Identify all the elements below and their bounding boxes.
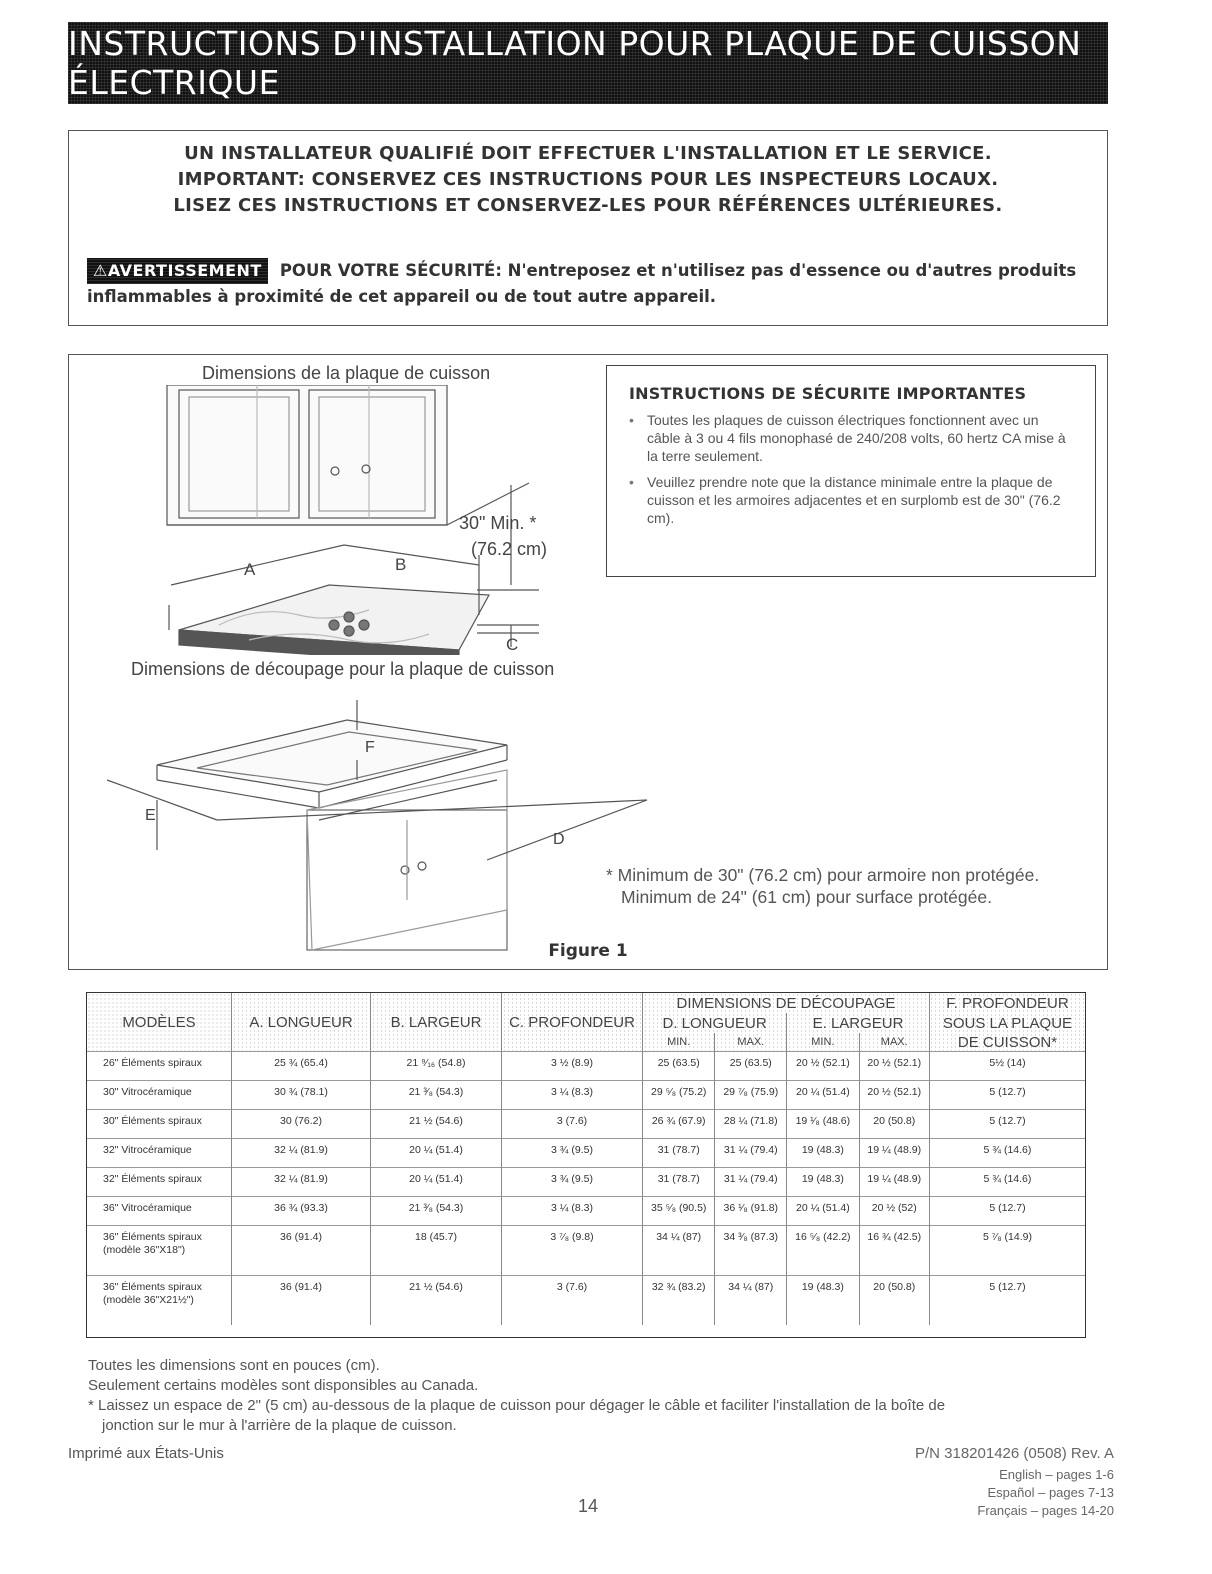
- cell-a-length: 32 ¼ (81.9): [232, 1139, 371, 1168]
- caption-cooktop-dimensions: Dimensions de la plaque de cuisson: [202, 363, 491, 383]
- cell-f-depth: 5 (12.7): [929, 1197, 1085, 1226]
- cell-e-max: 16 ¾ (42.5): [859, 1226, 929, 1276]
- header-c-depth: C. PROFONDEUR: [502, 993, 643, 1052]
- cell-e-max: 20 ½ (52.1): [859, 1052, 929, 1081]
- cell-d-min: 34 ¼ (87): [643, 1226, 715, 1276]
- cell-a-length: 25 ¾ (65.4): [232, 1052, 371, 1081]
- lang-english: English – pages 1-6: [999, 1467, 1114, 1482]
- footer-note-2: Seulement certains modèles sont disponsibles au Canada.: [88, 1377, 479, 1394]
- cell-model: [87, 1081, 232, 1110]
- safety-bullet-2: • Veuillez prendre note que la distance minimale entre la plaque de cuisson et les armoires adjacentes et en surplomb est de 30" (76.2 cm).: [629, 473, 1073, 527]
- model-name: 30" Éléments spiraux: [103, 1115, 202, 1127]
- cell-d-max: 25 (63.5): [715, 1052, 787, 1081]
- header-e-width: E. LARGEUR: [787, 1013, 930, 1033]
- banner-title: INSTRUCTIONS D'INSTALLATION POUR PLAQUE DE CUISSON ÉLECTRIQUE: [68, 24, 1082, 102]
- header-f-line2: SOUS LA PLAQUE: [929, 1013, 1085, 1033]
- header-f-line1: F. PROFONDEUR: [929, 993, 1085, 1013]
- header-d-min: MIN.: [643, 1033, 715, 1052]
- cell-c-depth: 3 ¾ (9.5): [502, 1139, 643, 1168]
- cell-b-width: 20 ¼ (51.4): [371, 1168, 502, 1197]
- page-number: 14: [578, 1496, 599, 1516]
- model-name: 26" Éléments spiraux: [103, 1057, 202, 1069]
- upper-cabinet: [167, 385, 447, 525]
- cell-b-width: 20 ¼ (51.4): [371, 1139, 502, 1168]
- cell-model: [87, 1168, 232, 1197]
- table-body: [87, 1052, 1085, 1326]
- label-e: E: [145, 807, 156, 824]
- cell-a-length: 32 ¼ (81.9): [232, 1168, 371, 1197]
- header-a-length: A. LONGUEUR: [232, 993, 371, 1052]
- cell-b-width: 21 ⁹⁄₁₆ (54.8): [371, 1052, 502, 1081]
- notice-box: [68, 130, 1108, 326]
- table-row: [87, 1081, 1085, 1110]
- label-f: F: [365, 739, 375, 756]
- cell-b-width: 21 ½ (54.6): [371, 1276, 502, 1326]
- label-c: C: [506, 635, 519, 654]
- model-name: 36" Éléments spiraux: [103, 1281, 202, 1293]
- cell-b-width: 21 ³⁄₈ (54.3): [371, 1081, 502, 1110]
- model-name: 36" Éléments spiraux: [103, 1231, 202, 1243]
- cell-f-depth: 5 (12.7): [929, 1081, 1085, 1110]
- cell-e-max: 20 (50.8): [859, 1110, 929, 1139]
- model-variant: (modèle 36"X18"): [103, 1244, 186, 1256]
- cooktop-illustration: [159, 385, 579, 655]
- model-name: 32" Éléments spiraux: [103, 1173, 202, 1185]
- notice-line-1: UN INSTALLATEUR QUALIFIÉ DOIT EFFECTUER L'INSTALLATION ET LE SERVICE.: [184, 143, 992, 164]
- cell-d-max: 28 ¼ (71.8): [715, 1110, 787, 1139]
- cell-c-depth: 3 ¾ (9.5): [502, 1168, 643, 1197]
- cell-a-length: 36 (91.4): [232, 1276, 371, 1326]
- note-line-2: Minimum de 24" (61 cm) pour surface protégée.: [621, 887, 992, 907]
- warning-badge-label: AVERTISSEMENT: [107, 261, 262, 280]
- lang-french: Français – pages 14-20: [977, 1503, 1114, 1518]
- dimensions-table: [87, 993, 1085, 1325]
- figure-box: [68, 354, 1108, 970]
- model-name: 30" Vitrocéramique: [103, 1086, 192, 1098]
- cell-a-length: 30 (76.2): [232, 1110, 371, 1139]
- cell-e-max: 20 (50.8): [859, 1276, 929, 1326]
- cell-e-min: 16 ⁵⁄₈ (42.2): [787, 1226, 859, 1276]
- cell-b-width: 18 (45.7): [371, 1226, 502, 1276]
- cell-d-min: 25 (63.5): [643, 1052, 715, 1081]
- printed-in: Imprimé aux États-Unis: [68, 1445, 224, 1462]
- figure-label: Figure 1: [548, 941, 628, 961]
- cell-e-min: 19 (48.3): [787, 1276, 859, 1326]
- dimensions-table-container: [86, 992, 1086, 1338]
- label-b: B: [395, 555, 407, 574]
- model-name: 32" Vitrocéramique: [103, 1144, 192, 1156]
- model-name: 36" Vitrocéramique: [103, 1202, 192, 1214]
- cell-d-min: 26 ¾ (67.9): [643, 1110, 715, 1139]
- cell-b-width: 21 ³⁄₈ (54.3): [371, 1197, 502, 1226]
- table-row: [87, 1139, 1085, 1168]
- cell-d-min: 31 (78.7): [643, 1168, 715, 1197]
- header-d-length: D. LONGUEUR: [643, 1013, 787, 1033]
- cell-c-depth: 3 (7.6): [502, 1276, 643, 1326]
- header-e-min: MIN.: [787, 1033, 859, 1052]
- header-b-width: B. LARGEUR: [371, 993, 502, 1052]
- label-a: A: [244, 560, 256, 579]
- cell-model: [87, 1052, 232, 1081]
- lang-spanish: Español – pages 7-13: [987, 1485, 1114, 1500]
- model-variant: (modèle 36"X21½"): [103, 1294, 194, 1306]
- warning-row: [87, 258, 1087, 310]
- cell-e-max: 19 ¼ (48.9): [859, 1168, 929, 1197]
- header-models: MODÈLES: [87, 993, 232, 1052]
- footer-note-3: * Laissez un espace de 2" (5 cm) au-dessous de la plaque de cuisson pour dégager le câble et faciliter l'installation de la boîte de: [88, 1397, 946, 1414]
- warning-triangle-icon: ⚠: [93, 261, 108, 280]
- cell-e-max: 20 ½ (52): [859, 1197, 929, 1226]
- cell-e-min: 20 ¼ (51.4): [787, 1197, 859, 1226]
- cell-d-min: 29 ⁵⁄₈ (75.2): [643, 1081, 715, 1110]
- cell-c-depth: 3 ⁷⁄₈ (9.8): [502, 1226, 643, 1276]
- table-row: [87, 1276, 1085, 1326]
- clearance-label-2: (76.2 cm): [471, 539, 548, 559]
- cell-e-max: 20 ½ (52.1): [859, 1081, 929, 1110]
- cell-d-max: 34 ³⁄₈ (87.3): [715, 1226, 787, 1276]
- cell-c-depth: 3 (7.6): [502, 1110, 643, 1139]
- cell-a-length: 36 ¾ (93.3): [232, 1197, 371, 1226]
- cell-e-min: 20 ¼ (51.4): [787, 1081, 859, 1110]
- cell-d-max: 34 ¼ (87): [715, 1276, 787, 1326]
- warning-badge: [87, 258, 268, 284]
- label-d: D: [553, 831, 565, 848]
- table-row: [87, 1052, 1085, 1081]
- cell-e-max: 19 ¼ (48.9): [859, 1139, 929, 1168]
- page-banner: [68, 22, 1108, 104]
- part-number: P/N 318201426 (0508) Rev. A: [914, 1445, 1114, 1462]
- safety-instructions-box: [606, 365, 1096, 577]
- header-cutout-dimensions: DIMENSIONS DE DÉCOUPAGE: [643, 993, 930, 1013]
- cell-e-min: 19 (48.3): [787, 1139, 859, 1168]
- header-f-line3: DE CUISSON*: [929, 1033, 1085, 1052]
- cell-d-max: 36 ¹⁄₈ (91.8): [715, 1197, 787, 1226]
- cell-e-min: 20 ½ (52.1): [787, 1052, 859, 1081]
- cell-model: [87, 1226, 232, 1276]
- table-row: [87, 1226, 1085, 1276]
- cell-c-depth: 3 ¼ (8.3): [502, 1081, 643, 1110]
- cell-d-max: 31 ¼ (79.4): [715, 1139, 787, 1168]
- cell-f-depth: 5 (12.7): [929, 1276, 1085, 1326]
- header-e-max: MAX.: [859, 1033, 929, 1052]
- table-row: [87, 1168, 1085, 1197]
- cell-model: [87, 1276, 232, 1326]
- clearance-label-1: 30" Min. *: [459, 513, 537, 533]
- cell-a-length: 36 (91.4): [232, 1226, 371, 1276]
- table-row: [87, 1197, 1085, 1226]
- cell-f-depth: 5 ¾ (14.6): [929, 1168, 1085, 1197]
- table-row: [87, 1110, 1085, 1139]
- cell-model: [87, 1110, 232, 1139]
- safety-bullet-1: • Toutes les plaques de cuisson électriques fonctionnent avec un câble à 3 ou 4 fils monophasé de 240/208 volts, 60 hertz CA mise à la terre seulement.: [629, 411, 1073, 465]
- cell-f-depth: 5 ¾ (14.6): [929, 1139, 1085, 1168]
- cell-e-min: 19 ¹⁄₈ (48.6): [787, 1110, 859, 1139]
- cutout-illustration: [87, 700, 667, 962]
- cell-d-min: 32 ¾ (83.2): [643, 1276, 715, 1326]
- warning-text: POUR VOTRE SÉCURITÉ: N'entreposez et n'utilisez pas d'essence ou d'autres produits inflammables à proximité de cet appareil ou de tout autre appareil.: [87, 261, 1077, 306]
- cell-d-min: 31 (78.7): [643, 1139, 715, 1168]
- countertop: [157, 720, 507, 792]
- cell-model: [87, 1197, 232, 1226]
- cell-c-depth: 3 ½ (8.9): [502, 1052, 643, 1081]
- cell-model: [87, 1139, 232, 1168]
- cell-d-max: 31 ¼ (79.4): [715, 1168, 787, 1197]
- note-line-1: * Minimum de 30" (76.2 cm) pour armoire non protégée.: [606, 865, 1040, 885]
- cell-d-min: 35 ⁵⁄₈ (90.5): [643, 1197, 715, 1226]
- cell-a-length: 30 ¾ (78.1): [232, 1081, 371, 1110]
- cell-e-min: 19 (48.3): [787, 1168, 859, 1197]
- footer-note-4: jonction sur le mur à l'arrière de la plaque de cuisson.: [102, 1417, 457, 1434]
- cell-c-depth: 3 ¼ (8.3): [502, 1197, 643, 1226]
- footer-note-1: Toutes les dimensions sont en pouces (cm).: [88, 1357, 380, 1374]
- notice-line-2: IMPORTANT: CONSERVEZ CES INSTRUCTIONS POUR LES INSPECTEURS LOCAUX.: [177, 169, 999, 190]
- cell-f-depth: 5 ⁷⁄₈ (14.9): [929, 1226, 1085, 1276]
- header-d-max: MAX.: [715, 1033, 787, 1052]
- caption-cutout-dimensions: Dimensions de découpage pour la plaque de cuisson: [131, 659, 555, 679]
- cell-d-max: 29 ⁷⁄₈ (75.9): [715, 1081, 787, 1110]
- cell-f-depth: 5½ (14): [929, 1052, 1085, 1081]
- notice-line-3: LISEZ CES INSTRUCTIONS ET CONSERVEZ-LES POUR RÉFÉRENCES ULTÉRIEURES.: [173, 195, 1003, 216]
- cell-f-depth: 5 (12.7): [929, 1110, 1085, 1139]
- safety-title: INSTRUCTIONS DE SÉCURITE IMPORTANTES: [629, 384, 1027, 403]
- cell-b-width: 21 ½ (54.6): [371, 1110, 502, 1139]
